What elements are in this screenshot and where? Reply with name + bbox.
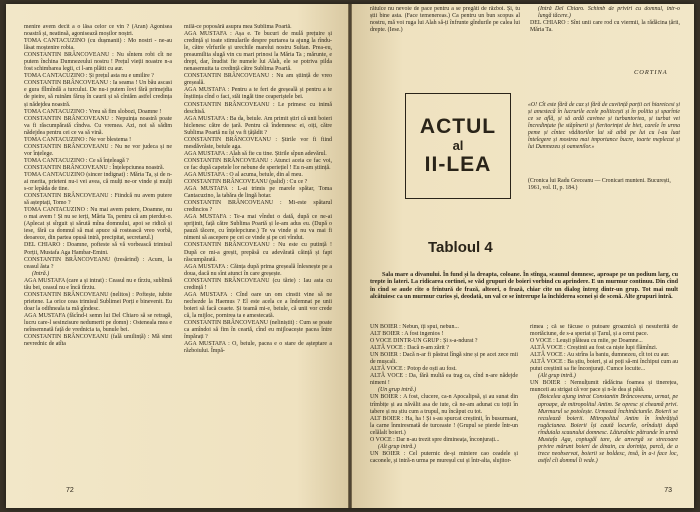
text-paragraph: (Intră.) bbox=[32, 270, 50, 277]
text-paragraph: AGA MUSTAFA : Cînd oare un om cinstit vine să ne nechezde la Haemus ? El este acela ce a îndemnat pe unii boieri să facă ceaete. Și teamă mi-e, beiule, că unii vor crede că, la mijloc, pornirea ta e amestecată. bbox=[184, 291, 332, 319]
left-page bbox=[6, 4, 348, 508]
act-title-line2: al bbox=[452, 138, 464, 153]
text-paragraph: CONSTANTIN BRÂNCOVEANU : Nu ne vor judeca și ne vor înțelege. bbox=[24, 143, 172, 157]
text-paragraph: CONSTANTIN BRÂNCOVEANU : Ia seama ! Un bău ascasi e gura fîlmîndă a turcului. De nu-i putem îovi fără primejdia de pieire, să ruinăm făruș în caurii și să cîntăm astfel credința și nădejdea noastră. bbox=[24, 80, 172, 108]
epigraph-quote: «O! Cît este fără de caz și fără de cuviință parții cei hiareicesi și și amestecă în lucrurile ecele politicești și în politia și sparînie ce se află, și să ardă cavinee și turbantoriea, și turbat vei încredințate fie stăpînerii și fieritorințet de biet, carele în urma peme și cîntec văditorilor lui să aibă pe lui cu l-au luat întelegere și mostrea mai importance bucre, toarte meplecut și lui Dumnezeu și oamenilor.» bbox=[528, 102, 680, 150]
text-paragraph: AGA MUSTAFA (care a și intrat) : Ceasul nu e tîrziu, sublimă tău bei, ceasul nu e încă tîrziu. bbox=[24, 277, 172, 291]
text-paragraph: (Alt grup intră.) bbox=[378, 443, 416, 450]
text-paragraph: CONSTANTIN BRÂNCOVEANU (fală umilință) : Mă simt nevrednic de atîta bbox=[24, 334, 172, 348]
text-paragraph: ALTĂ VOCE : Au strîns la baniu, dumnezeu, cît tot cu aur. bbox=[530, 352, 670, 359]
text-paragraph: AGA MUSTAFA : Te-a mai vîndut o dată, după ce ne-ai sprijinit, față către Sublima Poartă și le-am adus eu. (După o pauză tăcere, cu înțelepciune.) Te va vinde și nu va mai fi nimeni să ascepere pe cei ce vinde și pe cei vîndut. bbox=[184, 214, 332, 242]
page-number-right: 73 bbox=[664, 487, 672, 494]
text-paragraph: AGA MUSTAFA : O, beiule, pacea e o stare de așteptare a războiului. Împă- bbox=[184, 341, 332, 355]
text-paragraph: CONSTANTIN BRÂNCOVEANU (nelitos) : Poftește, iubite prietene. La orice ceas trimisul Sublimei Porți e binevenit. Eu doar la odihneala ta mă gîndesc. bbox=[24, 291, 172, 312]
text-paragraph: rătulce nu nevoie de pace pentru a se pregăti de război. Și, tu știi bine asta. (Face temenereas.) Ca pentru un bun scopus al nostru, mă voi ruga lui Alah să-ți înfrunte gîndurile pe calea lui drepte. (Iese.) bbox=[370, 6, 520, 34]
right-page bbox=[352, 4, 694, 508]
text-paragraph: CONSTANTIN BRÂNCOVEANU : Înțelepciunea noastră. bbox=[24, 164, 165, 171]
text-paragraph: CONSTANTIN BRÂNCOVEANU (cu tărie) : Iau asta cu credință ! bbox=[184, 277, 332, 291]
page-number-left: 72 bbox=[66, 487, 74, 494]
text-paragraph: TOMA CANTACUZINO (cu dușmanii) : Mo nostri - ne-au lăsat moștenire robia. bbox=[24, 38, 172, 52]
epigraph-source: (Cronica lui Radu Greceanu — Cronicari munteni. București, 1961, vol. II, p. 184.) bbox=[528, 178, 671, 191]
text-paragraph: ALT BOIER : A fost ingenios ! bbox=[370, 331, 444, 338]
text-paragraph: ALT BOIER : Ha, ha ! Și s-au spurcat creștinii, în busurmani, la carne înmiresmată de turceaste ! (Grupul se pierde într-un celălalt boieri.) bbox=[370, 415, 518, 436]
text-paragraph: CONSTANTIN BRÂNCOVEANU : Știrile vor fi fiind mesdăvrăste, beiule aga. bbox=[184, 136, 332, 150]
text-paragraph: UN BOIER : A fost, clucere, ca-n Apocalipsă, și au sunat din trîmbițe și au năvălit asa de iute, că ne-am adunat cu toții în tabere și nu știu cum a trupul, nu încăput cu tot. bbox=[370, 394, 518, 415]
text-paragraph: CONSTANTIN BRÂNCOVEANU : Mi-este spătarul credincios ? bbox=[184, 200, 332, 214]
tablou-title: Tabloul 4 bbox=[428, 239, 493, 256]
text-paragraph: CONSTANTIN BRÂNCOVEANU (palid) : Cu ce ? bbox=[184, 179, 308, 186]
left-column-2 bbox=[184, 24, 332, 355]
text-paragraph: UN BOIER : Nemulțumit rădăcina foamea și tinerețea, munceii au strigat că vor pace și n-le dea și pătă. bbox=[530, 380, 678, 394]
text-paragraph: CONSTANTIN BRÂNCOVEANU (neliniștit) : Cum se poate ca amîndoi să fim în ceartă, cînd eu mijloacește pacea între împărați ? bbox=[184, 319, 332, 341]
text-paragraph: milă-ce poposără asupra mea Sublima Poartă. bbox=[184, 24, 292, 30]
text-paragraph: CONSTANTIN BRÂNCOVEANU (tresărind) : Acum, la ceasul ăsta ? bbox=[24, 256, 172, 270]
text-paragraph: AGA MUSTAFA : Pentru a te feri de greșeală și pentru a te înștiința cînd o faci, stăi ingăi tine ceaperiștele bei. bbox=[184, 87, 332, 101]
text-paragraph: ALTĂ VOCE : Ba știu, boieri, și ai poți să-mi închipui cum au putut creștinii sa fie înconjurați. Cumce locuite... bbox=[530, 359, 678, 373]
text-paragraph: TOMA CANTACUZINO : Ne vor blestema ! bbox=[24, 136, 132, 143]
text-paragraph: (Alt grup intră.) bbox=[538, 373, 576, 380]
text-paragraph: O VOCE : Leușii plăteau cu miie, pe Doamne... bbox=[530, 338, 643, 345]
text-paragraph: O VOCE : Dar n-au trezit spre dimineața, înconjurați... bbox=[370, 436, 500, 443]
text-paragraph: ALTĂ VOCE : Dacă n-am zărit ? bbox=[370, 345, 449, 352]
text-paragraph: AGA MUSTAFA : L-ai trimis pe marele spătar, Toma Cantacuzino, la tabăra de lingă hotar. bbox=[184, 186, 332, 200]
text-paragraph: (Intră Del Chiaro. Schimb de priviri cu domnul, într-o lungă tăcere.) bbox=[538, 6, 680, 20]
text-paragraph: (Boicelea ajung intrat Constantin Brâncoveanu, urmat, pe aproape, de mitropolitul Antim. Se opresc și cheamă privi. Murmurul se potolește. Urmează închinăciunile. Boierii se reculează boierii. Mitropolitul Antim în îmbrățișă rugăciunea. Boierii își caută locurile, orînduiți după rînduiala scaunului domnesc. Lăturalnic pătrunde în urmă Mustafa Aga, copiugăl tare, de anvergă se strecoare privire mărunt boieri de dinain, cu dorinița, parcă, de a trece neobservat, boierii se boldesc, insă, în a-i face loc, astfel cîi domnul îi vede.) bbox=[538, 394, 678, 464]
text-paragraph: UN BOIER : Dacă n-ar fi păstrat lîngă sine și pe acei zece mii de mușcali. bbox=[370, 352, 518, 366]
text-paragraph: TOMA CANTACUZINO : Și prețul asta nu e umilire ? bbox=[24, 73, 154, 80]
left-column-1 bbox=[24, 24, 172, 348]
act-title-line3: II-LEA bbox=[424, 153, 492, 176]
text-paragraph: AGA MUSTAFA : Ba da, beiule. Am primit știri că unii boieri hiclenesc către de țară. Pentru că îndemnesc ei, oiți, către Sublima Poartă nu își va fi țățădit ? bbox=[184, 115, 332, 136]
text-paragraph: CONSTANTIN BRÂNCOVEANU : Nu am știință de vreo greșeală. bbox=[184, 73, 332, 87]
text-paragraph: (Un grup intră.) bbox=[378, 387, 417, 394]
text-paragraph: TOMA CANTACUZINO (sincer indignat) : Măria Ta, și de n-ai merita, prieteni nu-i vei avea, că mulți ne-or vinde și mulți s-or lepăda de tine. bbox=[24, 171, 172, 193]
right-column-1 bbox=[370, 324, 518, 465]
text-paragraph: TOMA CANTACUZINO : Nu mai avem putere, Doamne, nu o mai avem ! Și nu se ierți, Măria Ta, pentru că am pierdut-o. (Aplecat și sîrguit și sărută mîna domnului, apoi se ridică și iese, fără ca domnul să mai apuce să rostească vreo vorbă, deoarece, din partea opusă intră, precipitat, secretarul.) bbox=[24, 207, 172, 242]
text-paragraph: ALTĂ VOCE : Da, fără multă ea trag ca, cînd n-are nădejde nimeni ! bbox=[370, 373, 518, 387]
text-paragraph: CONSTANTIN BRÂNCOVEANU : Le primesc cu inimă deschisă. bbox=[184, 101, 332, 115]
text-paragraph: ALTĂ VOCE : Creștinii au fost ca niște lupi flămînzi. bbox=[530, 345, 658, 352]
text-paragraph: UN BOIER : Nebun, îți spui, nebun... bbox=[370, 324, 459, 330]
text-paragraph: rimea ; că se făcuse o putoare groaznică și nesuferită de mortăciune, de s-a speriat și Țarul, și a cerut pace. bbox=[530, 324, 678, 338]
text-paragraph: CONSTANTIN BRÂNCOVEANU : Atunci aceia ce fac voi, ce fac după capetele lor nebune de speriețiel ! Eu n-am știință. bbox=[184, 157, 332, 171]
text-paragraph: AGA MUSTAFA : O al acuma, beiule, din al meu. bbox=[184, 171, 303, 178]
text-paragraph: AGA MUSTAFA : Așa e. Te bucuri de mulă prețuire și credință și toate stimularile despre purtarea ta ajung la rîndu-le, către vîrfurile și urechile marelui nostru Sultan. Prea-eu, preaumilita slugă vin cu mari prinosi la Măria Ta ; mărunte, e drept, dar, înudist fie numele lui Alah, ele se potriva pilda nenasemuita ta credință către Sublima Poartă. bbox=[184, 31, 332, 73]
stage-directions: Sala mare a divanului. În fund și la dreapta, coloane. În stînga, scaunul domnesc, aproape pe un podium larg, cu trepte în lateri. La ridicarea cortinei, se văd grupuri de boieri vorbind cu aprindere. E un murmur continuu. Din cînd în cînd se aude cîte o frîntură de frază, alteori, o frază, chiar cîte un dialog întreg dintr-un grup. Tot mai mult alcătuiesc ca un murmur curios și, deodată, un val ce se întrerupe la închiderea scenei și de scenă. Alte grupuri intră. bbox=[370, 272, 678, 300]
text-paragraph: CONSTANTIN BRÂNCOVEANU : Nepuința noastră poate va fi răscumpărată cîndva. Cu vremea. Azi, noi să sădim nădejdea pentru cei ce va să vină. bbox=[24, 115, 172, 136]
text-paragraph: menire avem decît a o lăsa celor ce vin ? (Aran) Agonisea noastră și, neatinsă, agonisează moșilor noștri. bbox=[24, 24, 172, 38]
text-paragraph: CONSTANTIN BRÂNCOVEANU : Fiindcă nu avem putere să așteptați, Tomo ? bbox=[24, 193, 172, 207]
text-paragraph: UN BOIER : Cel puternic de-și miniere cao ceadele și caconele, și intră-n urma pe mureșul cui și într-alta, slujitor- bbox=[370, 450, 518, 464]
text-paragraph: CONSTANTIN BRÂNCOVEANU : Nu este cu putință ! După ce mi-a greșit, prepăsă cu adevărată căință și fapt răscumpărată. bbox=[184, 242, 332, 263]
right-top-column-1 bbox=[370, 6, 520, 34]
cortina-label: CORTINA bbox=[634, 69, 668, 76]
text-paragraph: AGA MUSTAFA : Căința după prima greșeală înlesnește pe a doua, dacă nu sînt atunci în care greșește. bbox=[184, 263, 332, 277]
right-column-2 bbox=[530, 324, 678, 465]
text-paragraph: O VOCE DINTR-UN GRUP : Și s-a-ndurat ? bbox=[370, 338, 478, 345]
text-paragraph: TOMA CANTACUZINO : Ce să înțeleagă ? bbox=[24, 157, 129, 164]
right-top-column-2 bbox=[530, 6, 680, 34]
text-paragraph: TOMA CANTACUZINO : Vreu să fim slobozi, Doamne ! bbox=[24, 108, 162, 115]
act-title-line1: ACTUL bbox=[419, 115, 497, 138]
text-paragraph: CONSTANTIN BRÂNCOVEANU : Nu sîntem robi cît ne putem închina Dumnezeului nostru ! Prețul vieții noastre n-a fost schimbarea legii, ci l-am plătit cu aur. bbox=[24, 52, 172, 73]
act-title-box bbox=[405, 93, 511, 199]
open-book bbox=[6, 4, 694, 508]
text-paragraph: ALTĂ VOCE : Potop de oști au fost. bbox=[370, 366, 457, 373]
text-paragraph: DEL CHIARO : Doamne, pofteste să vă vorbească trimisul Porții, Mustafa Aga Hambar-Emini. bbox=[24, 242, 172, 256]
text-paragraph: DEL CHIARO : Sînt unii care rod cu viermii, la rădăcina țării, Măria Ta. bbox=[530, 20, 680, 34]
text-paragraph: AGA MUSTAFA (făcînd-i semn lui Del Chiaro să se retragă, lucru care-l sesinzisure nedumerit pe domn) : Osteneala mea e neînsemnată față de vrednicia ta, bunule bei. bbox=[24, 312, 172, 334]
text-paragraph: AGA MUSTAFA : Alah să fie cu tine. Știrile sîpun adevărul. bbox=[184, 150, 327, 157]
